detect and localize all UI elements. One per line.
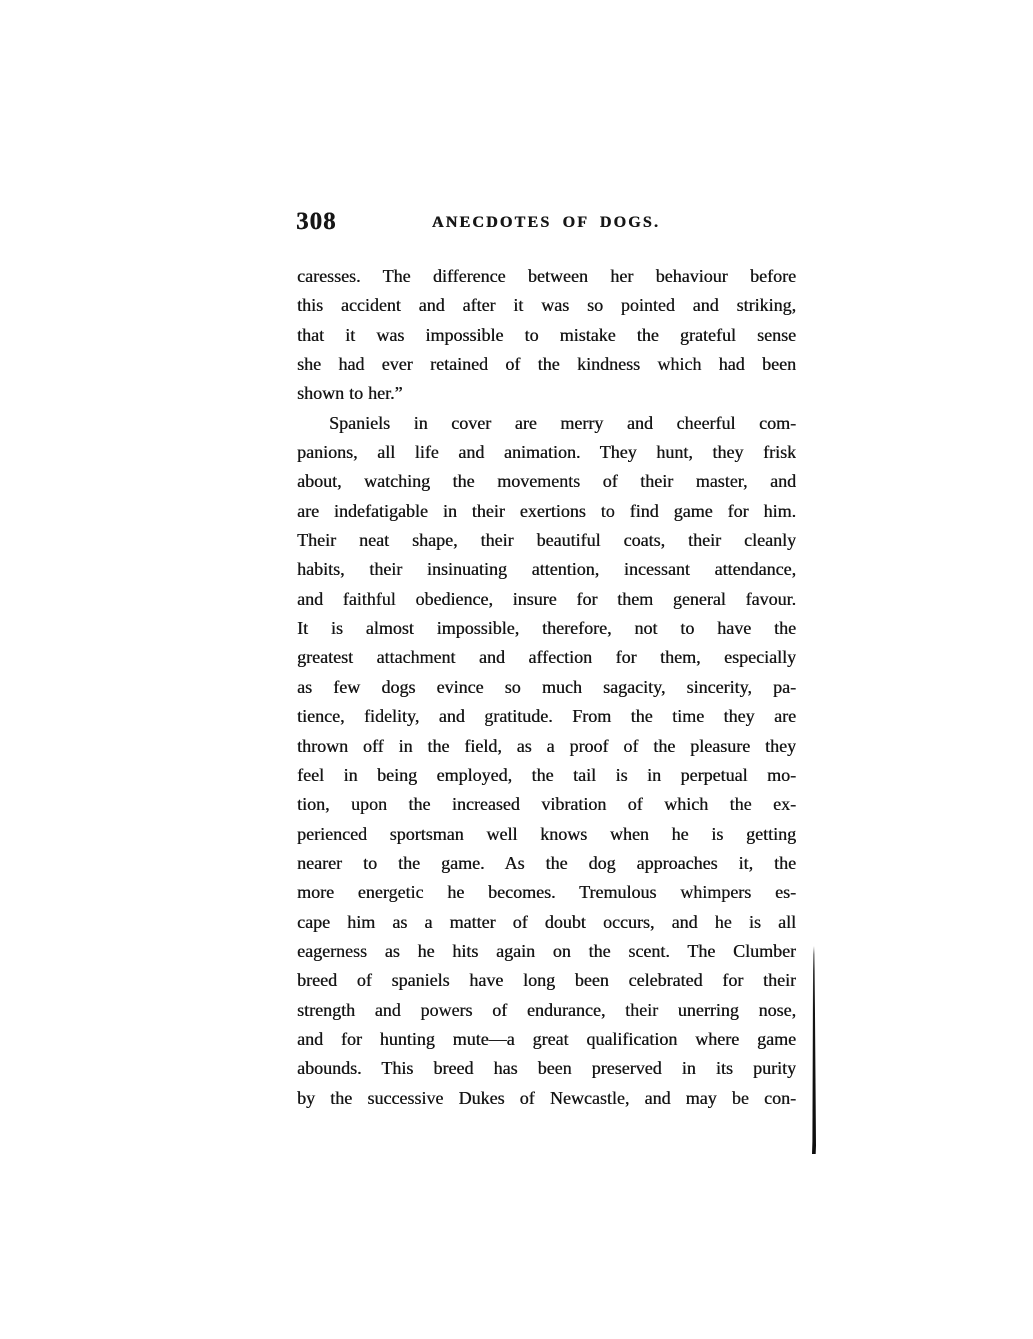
paragraph — [297, 262, 796, 409]
text-line: Spaniels in cover are merry and cheerful com- — [329, 412, 796, 433]
text-line: she had ever retained of the kindness which had been — [297, 354, 796, 375]
text-line: eagerness as he hits again on the scent. The Clumber — [297, 940, 796, 961]
text-line: strength and powers of endurance, their unerring nose, — [297, 999, 796, 1020]
text-line: this accident and after it was so pointed and striking, — [297, 295, 796, 316]
text-line: as few dogs evince so much sagacity, sincerity, pa- — [297, 676, 796, 697]
text-block — [297, 262, 796, 1113]
text-line: more energetic he becomes. Tremulous whimpers es- — [297, 882, 796, 903]
text-line: caresses. The difference between her behaviour before — [297, 266, 796, 286]
text-line: tience, fidelity, and gratitude. From the time they are — [297, 706, 796, 727]
text-line: nearer to the game. As the dog approaches it, the — [297, 852, 796, 873]
page-header — [296, 208, 796, 240]
text-line: that it was impossible to mistake the grateful sense — [297, 324, 796, 345]
text-line: perienced sportsman well knows when he is getting — [297, 823, 796, 844]
text-line: It is almost impossible, therefore, not to have the — [297, 618, 796, 639]
text-line: tion, upon the increased vibration of which the ex- — [297, 794, 796, 815]
text-line: panions, all life and animation. They hunt, they frisk — [297, 442, 796, 463]
text-line: greatest attachment and affection for them, especially — [297, 647, 796, 668]
text-line: Their neat shape, their beautiful coats, their cleanly — [297, 530, 796, 551]
text-line: feel in being employed, the tail is in perpetual mo- — [297, 764, 796, 785]
text-line: breed of spaniels have long been celebrated for their — [297, 970, 796, 991]
paragraph — [297, 409, 796, 1113]
scan-edge-artifact — [812, 946, 816, 1154]
text-line: and for hunting mute—a great qualification where game — [297, 1028, 796, 1049]
text-line: are indefatigable in their exertions to find game for him. — [297, 500, 796, 521]
text-line: cape him as a matter of doubt occurs, and he is all — [297, 911, 796, 932]
text-line: abounds. This breed has been preserved in its purity — [297, 1058, 796, 1079]
text-line: about, watching the movements of their master, and — [297, 471, 796, 492]
page-number: 308 — [296, 208, 337, 235]
text-line: and faithful obedience, insure for them general favour. — [297, 588, 796, 609]
text-line: thrown off in the field, as a proof of the pleasure they — [297, 735, 796, 756]
text-line: habits, their insinuating attention, incessant attendance, — [297, 559, 796, 580]
text-line: by the successive Dukes of Newcastle, and may be con- — [297, 1087, 796, 1108]
running-head: ANECDOTES OF DOGS. — [431, 214, 661, 231]
text-line: shown to her.” — [297, 383, 403, 404]
